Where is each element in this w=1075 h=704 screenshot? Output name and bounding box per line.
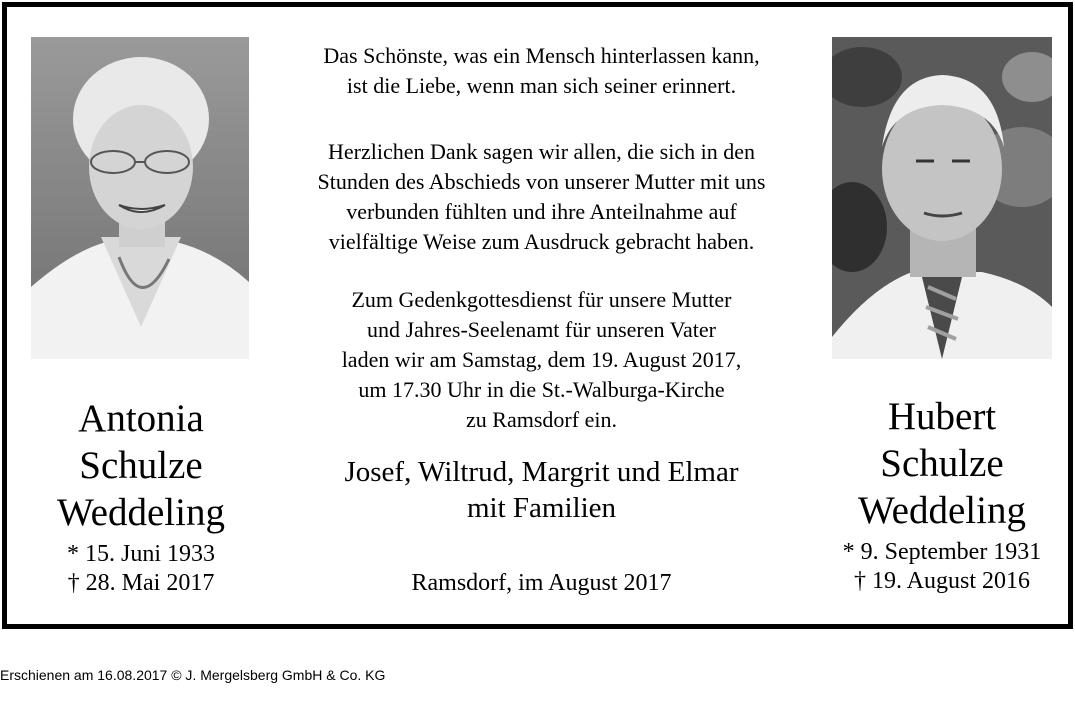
right-person-name <box>822 393 1062 534</box>
left-name-line-1: Antonia <box>78 397 204 440</box>
service-line: laden wir am Samstag, dem 19. August 2017, <box>341 347 742 372</box>
place-date-text: Ramsdorf, im August 2017 <box>411 570 672 596</box>
left-person-dates <box>21 540 261 598</box>
thanks-line: Stunden des Abschieds von unserer Mutter mit uns <box>317 169 766 194</box>
obituary-frame <box>2 2 1073 629</box>
right-born-date: * 9. September 1931 <box>842 539 1042 565</box>
family-signature <box>269 454 814 526</box>
portrait-photo-left <box>31 37 249 359</box>
right-name-line-1: Hubert <box>887 395 997 438</box>
left-death-date: † 28. Mai 2017 <box>67 570 215 596</box>
thanks-paragraph <box>269 137 814 257</box>
left-person-name <box>21 395 261 536</box>
right-death-date: † 19. August 2016 <box>853 568 1030 594</box>
service-line: um 17.30 Uhr in die St.-Walburga-Kirche <box>358 377 725 402</box>
left-born-date: * 15. Juni 1933 <box>66 541 215 567</box>
place-and-date <box>269 568 814 598</box>
service-line: Zum Gedenkgottesdienst für unsere Mutter <box>351 287 732 312</box>
right-name-line-3: Weddeling <box>858 489 1026 532</box>
thanks-line: verbunden fühlten und ihre Anteilnahme auf <box>346 199 737 224</box>
quote-line: Das Schönste, was ein Mensch hinterlassen kann, <box>323 43 760 68</box>
family-line: mit Familien <box>466 492 617 524</box>
service-line: und Jahres-Seelenamt für unseren Vater <box>366 317 717 342</box>
quote-line: ist die Liebe, wenn man sich seiner erinnert. <box>346 73 737 98</box>
service-announcement <box>269 285 814 435</box>
left-name-line-2: Schulze <box>79 444 203 487</box>
memorial-quote <box>269 41 814 101</box>
thanks-line: vielfältige Weise zum Ausdruck gebracht haben. <box>328 229 755 254</box>
thanks-line: Herzlichen Dank sagen wir allen, die sich in den <box>327 139 755 164</box>
service-line: zu Ramsdorf ein. <box>466 407 617 432</box>
publication-footer: Erschienen am 16.08.2017 © J. Mergelsberg GmbH & Co. KG <box>0 667 386 683</box>
left-name-line-3: Weddeling <box>57 491 225 534</box>
right-person-dates <box>822 538 1062 596</box>
family-line: Josef, Wiltrud, Margrit und Elmar <box>344 456 739 488</box>
portrait-photo-right <box>832 37 1052 359</box>
right-name-line-2: Schulze <box>880 442 1004 485</box>
